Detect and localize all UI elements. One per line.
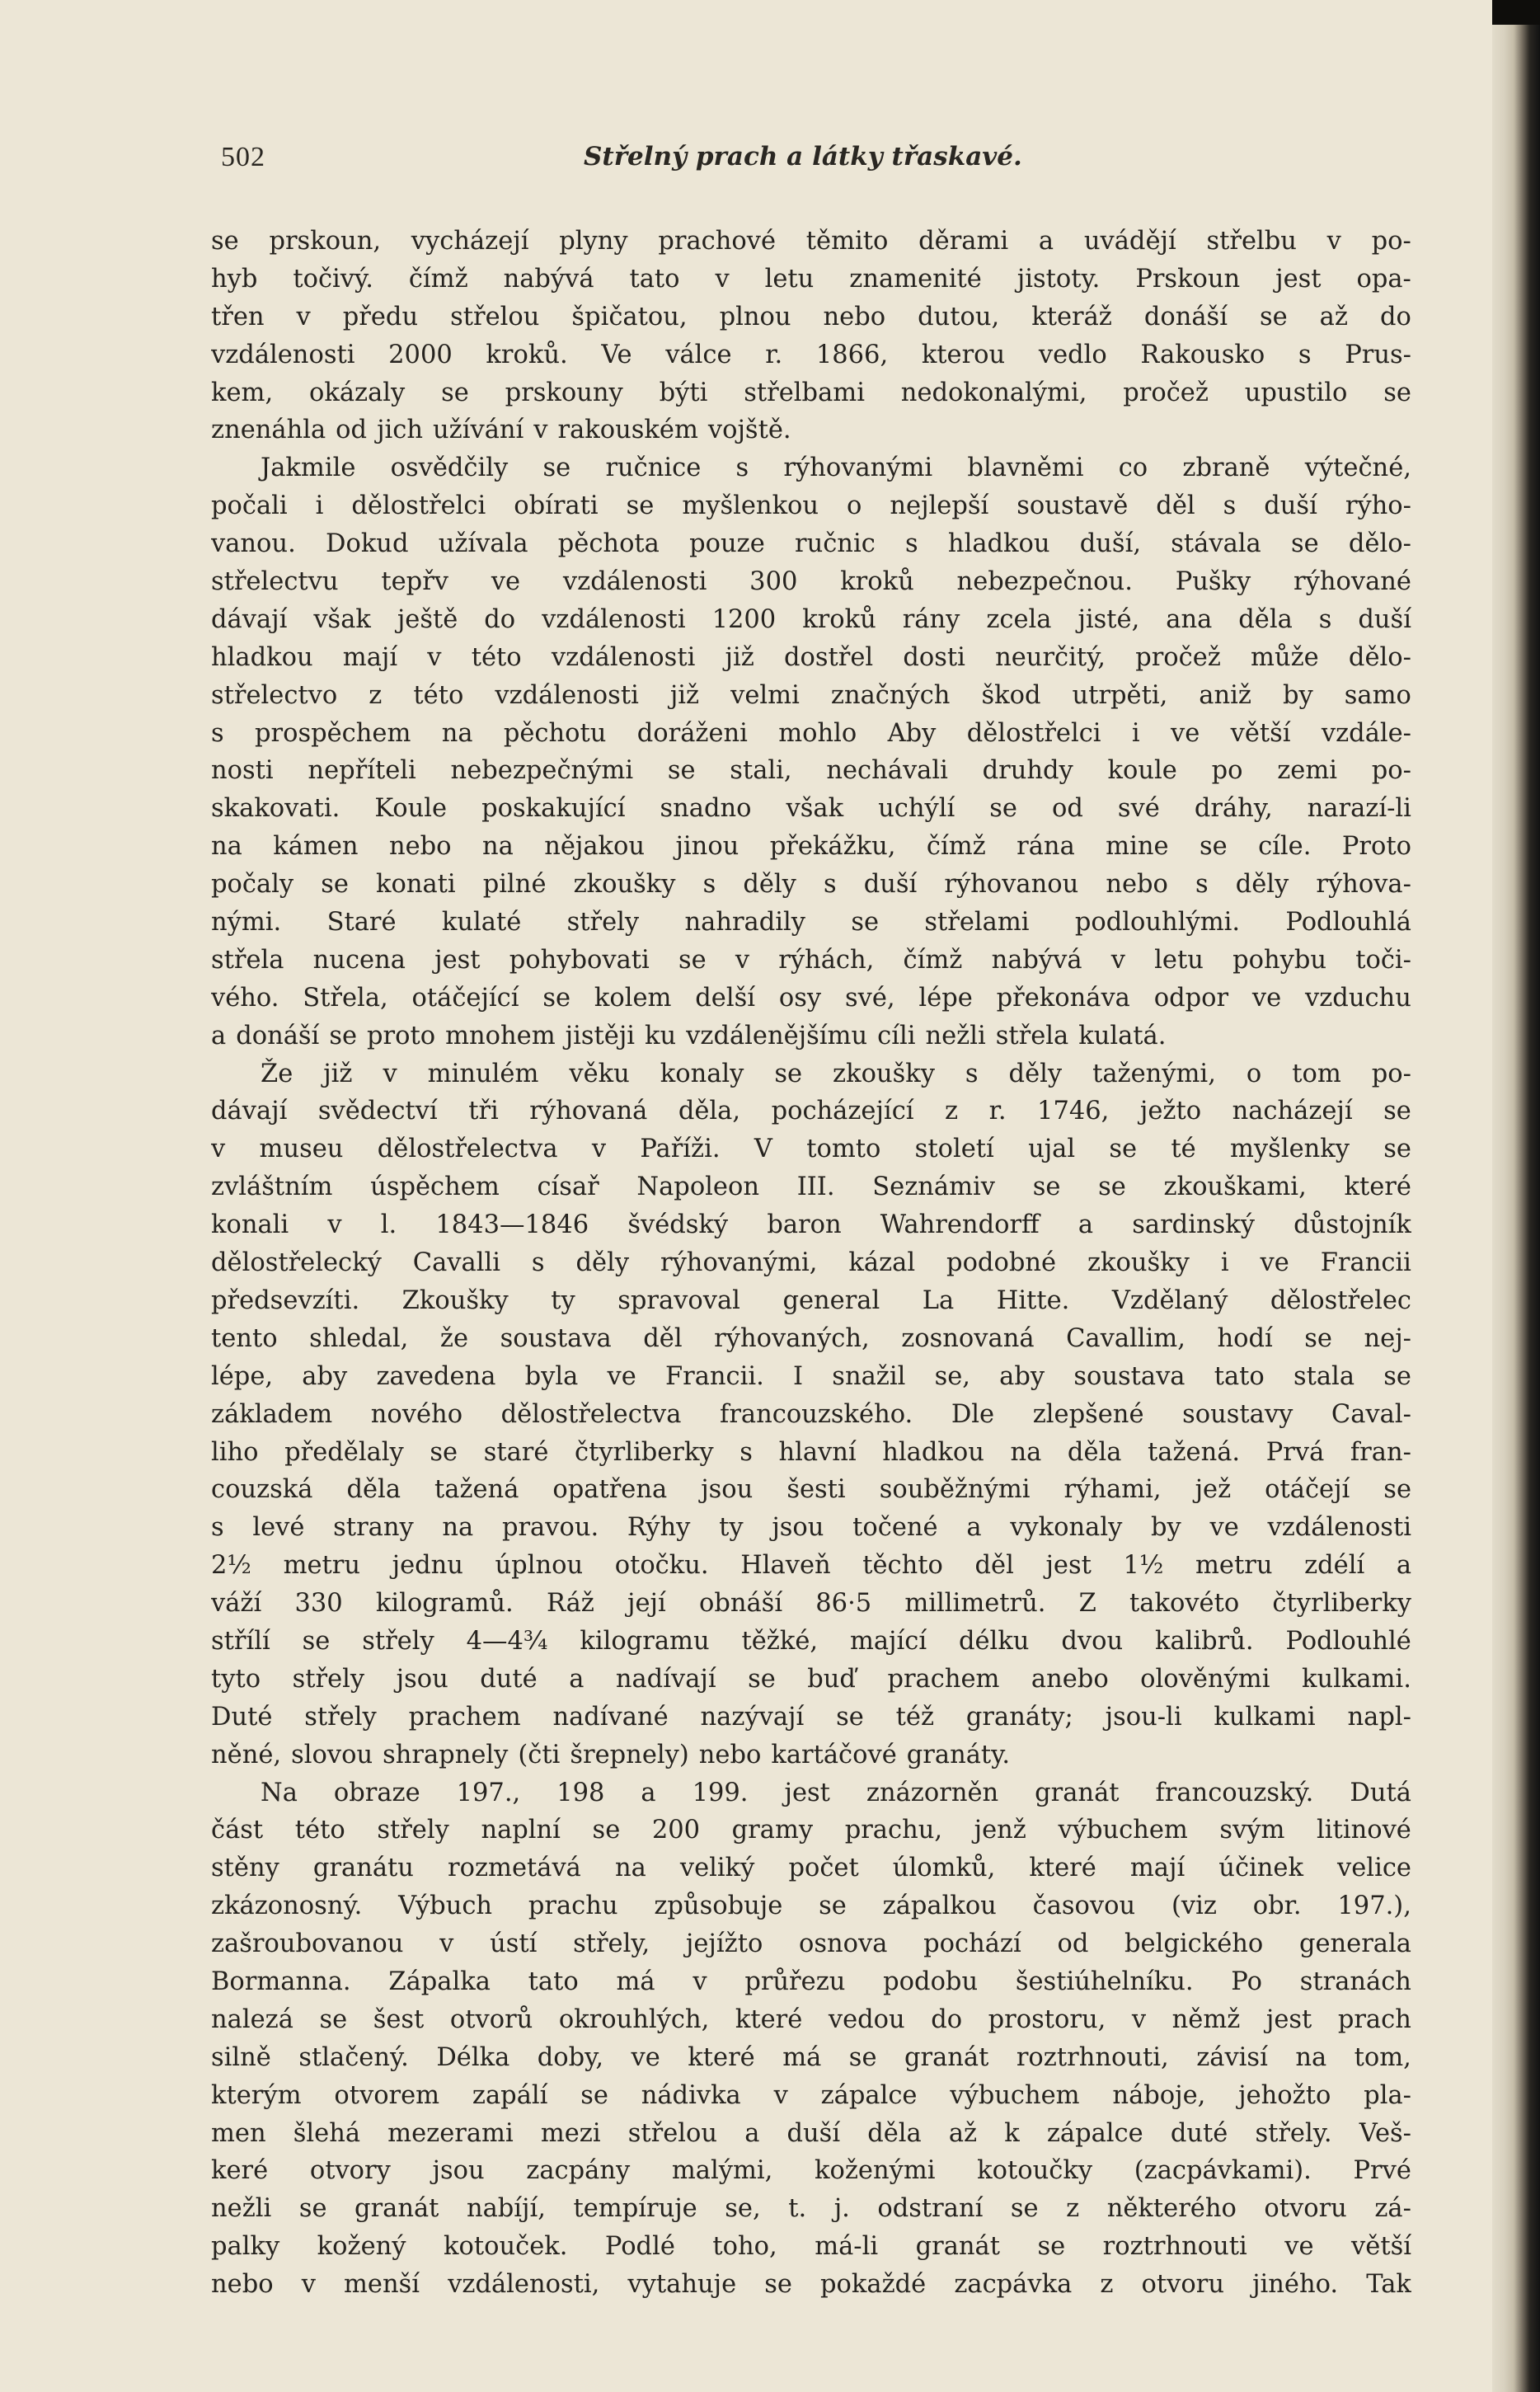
text-line: se prskoun, vycházejí plyny prachové těmito děrami a uvádějí střelbu v po- — [211, 227, 1411, 256]
text-line: tento shledal, že soustava děl rýhovaných, zosnovaná Cavallim, hodí se nej- — [211, 1323, 1411, 1353]
text-line: dělostřelecký Cavalli s děly rýhovanými, kázal podobné zkoušky i ve Francii — [211, 1248, 1411, 1278]
text-line: znenáhla od jich užívání v rakouském vojště. — [211, 416, 791, 445]
text-line: nými. Staré kulaté střely nahradily se střelami podlouhlými. Podlouhlá — [211, 908, 1411, 938]
text-line: základem nového dělostřelectva francouzského. Dle zlepšené soustavy Caval- — [211, 1399, 1411, 1429]
text-line: zkázonosný. Výbuch prachu způsobuje se zápalkou časovou (viz obr. 197.), — [211, 1892, 1411, 1921]
running-title: Střelný prach a látky třaskavé. — [584, 142, 1022, 172]
text-line: s levé strany na pravou. Rýhy ty jsou točené a vykonaly by ve vzdálenosti — [211, 1513, 1411, 1543]
text-line: zašroubovanou v ústí střely, jejížto osnova pochází od belgického generala — [211, 1929, 1411, 1959]
text-line: kterým otvorem zapálí se nádivka v zápalce výbuchem náboje, jehožto pla- — [211, 2080, 1411, 2110]
text-line: střela nucena jest pohybovati se v rýhách, čímž nabývá v letu pohybu toči- — [211, 945, 1411, 975]
text-line: Že již v minulém věku konaly se zkoušky s děly taženými, o tom po- — [261, 1059, 1411, 1088]
text-line: men šlehá mezerami mezi střelou a duší děla až k zápalce duté střely. Veš- — [211, 2118, 1411, 2148]
text-line: vzdálenosti 2000 kroků. Ve válce r. 1866, kterou vedlo Rakousko s Prus- — [211, 340, 1411, 369]
text-line: kem, okázaly se prskouny býti střelbami nedokonalými, pročež upustilo se — [211, 378, 1411, 407]
text-line: střelectvo z této vzdálenosti již velmi značných škod utrpěti, aniž by samo — [211, 680, 1411, 710]
text-line: v museu dělostřelectva v Paříži. V tomto století ujal se té myšlenky se — [211, 1135, 1411, 1164]
text-line: počaly se konati pilné zkoušky s děly s duší rýhovanou nebo s děly rýhova- — [211, 870, 1411, 900]
text-line: lépe, aby zavedena byla ve Francii. I snažil se, aby soustava tato stala se — [211, 1361, 1411, 1391]
text-line: nežli se granát nabíjí, tempíruje se, t. j. odstraní se z některého otvoru zá- — [211, 2194, 1411, 2224]
page-header — [221, 142, 1392, 183]
text-line: něné, slovou shrapnely (čti šrepnely) nebo kartáčové granáty. — [211, 1740, 1011, 1769]
text-line: dávají svědectví tři rýhovaná děla, pocházející z r. 1746, ježto nacházejí se — [211, 1097, 1411, 1126]
text-line: Bormanna. Zápalka tato má v průřezu podobu šestiúhelníku. Po stranách — [211, 1967, 1411, 1996]
text-line: couzská děla tažená opatřena jsou šesti souběžnými rýhami, jež otáčejí se — [211, 1475, 1411, 1505]
text-line: na kámen nebo na nějakou jinou překážku, čímž rána mine se cíle. Proto — [211, 832, 1411, 862]
text-line: nosti nepříteli nebezpečnými se stali, nechávali druhdy koule po zemi po- — [211, 756, 1411, 786]
text-line: nebo v menší vzdálenosti, vytahuje se pokaždé zacpávka z otvoru jiného. Tak — [211, 2270, 1411, 2300]
text-line: váží 330 kilogramů. Ráž její obnáší 86·5 millimetrů. Z takovéto čtyrliberky — [211, 1589, 1411, 1619]
text-line: stěny granátu rozmetává na veliký počet úlomků, které mají účinek velice — [211, 1854, 1411, 1883]
text-line: třen v předu střelou špičatou, plnou nebo dutou, kteráž donáší se až do — [211, 302, 1411, 331]
text-line: Duté střely prachem nadívané nazývají se též granáty; jsou-li kulkami napl- — [211, 1702, 1411, 1732]
book-binding-edge — [1492, 0, 1540, 2392]
text-line: vého. Střela, otáčející se kolem delší osy své, lépe překonáva odpor ve vzduchu — [211, 983, 1411, 1013]
text-line: hladkou mají v této vzdálenosti již dostřel dosti neurčitý, pročež může dělo- — [211, 642, 1411, 672]
text-line: liho předělaly se staré čtyrliberky s hlavní hladkou na děla tažená. Prvá fran- — [211, 1437, 1411, 1467]
text-line: a donáší se proto mnohem jistěji ku vzdálenějšímu cíli nežli střela kulatá. — [211, 1021, 1167, 1050]
text-line: silně stlačený. Délka doby, ve které má se granát roztrhnouti, závisí na tom, — [211, 2042, 1411, 2072]
text-line: dávají však ještě do vzdálenosti 1200 kroků rány zcela jisté, ana děla s duší — [211, 604, 1411, 634]
text-line: střílí se střely 4—4¾ kilogramu těžké, mající délku dvou kalibrů. Podlouhlé — [211, 1626, 1411, 1656]
text-line: s prospěchem na pěchotu doráženi mohlo Aby dělostřelci i ve větší vzdále- — [211, 718, 1411, 748]
text-line: palky kožený kotouček. Podlé toho, má-li granát se roztrhnouti ve větší — [211, 2232, 1411, 2262]
text-line: počali i dělostřelci obírati se myšlenkou o nejlepší soustavě děl s duší rýho- — [211, 491, 1411, 521]
text-line: hyb točivý. čímž nabývá tato v letu znamenité jistoty. Prskoun jest opa- — [211, 264, 1411, 294]
text-line: zvláštním úspěchem císař Napoleon III. Seznámiv se se zkouškami, které — [211, 1173, 1411, 1202]
text-line: keré otvory jsou zacpány malými, koženými kotoučky (zacpávkami). Prvé — [211, 2156, 1411, 2186]
text-line: střelectvu tepřv ve vzdálenosti 300 kroků nebezpečnou. Pušky rýhované — [211, 567, 1411, 597]
text-line: nalezá se šest otvorů okrouhlých, které vedou do prostoru, v němž jest prach — [211, 2004, 1411, 2034]
text-line: část této střely naplní se 200 gramy prachu, jenž výbuchem svým litinové — [211, 1816, 1411, 1845]
text-line: předsevzíti. Zkoušky ty spravoval general La Hitte. Vzdělaný dělostřelec — [211, 1285, 1411, 1315]
body-text — [211, 223, 1411, 2304]
text-line: vanou. Dokud užívala pěchota pouze ručnic s hladkou duší, stávala se dělo- — [211, 529, 1411, 559]
text-line: Jakmile osvědčily se ručnice s rýhovanými blavněmi co zbraně výtečné, — [261, 453, 1411, 483]
binding-shadow — [1492, 0, 1540, 25]
text-line: Na obraze 197., 198 a 199. jest znázorněn granát francouzský. Dutá — [261, 1778, 1411, 1807]
text-line: konali v l. 1843—1846 švédský baron Wahrendorff a sardinský důstojník — [211, 1210, 1411, 1240]
text-line: 2½ metru jednu úplnou otočku. Hlaveň těchto děl jest 1½ metru zdélí a — [211, 1551, 1411, 1581]
text-line: tyto střely jsou duté a nadívají se buď prachem anebo olověnými kulkami. — [211, 1664, 1411, 1694]
text-line: skakovati. Koule poskakující snadno však uchýlí se od své dráhy, narazí-li — [211, 794, 1411, 824]
page-number: 502 — [221, 142, 265, 172]
